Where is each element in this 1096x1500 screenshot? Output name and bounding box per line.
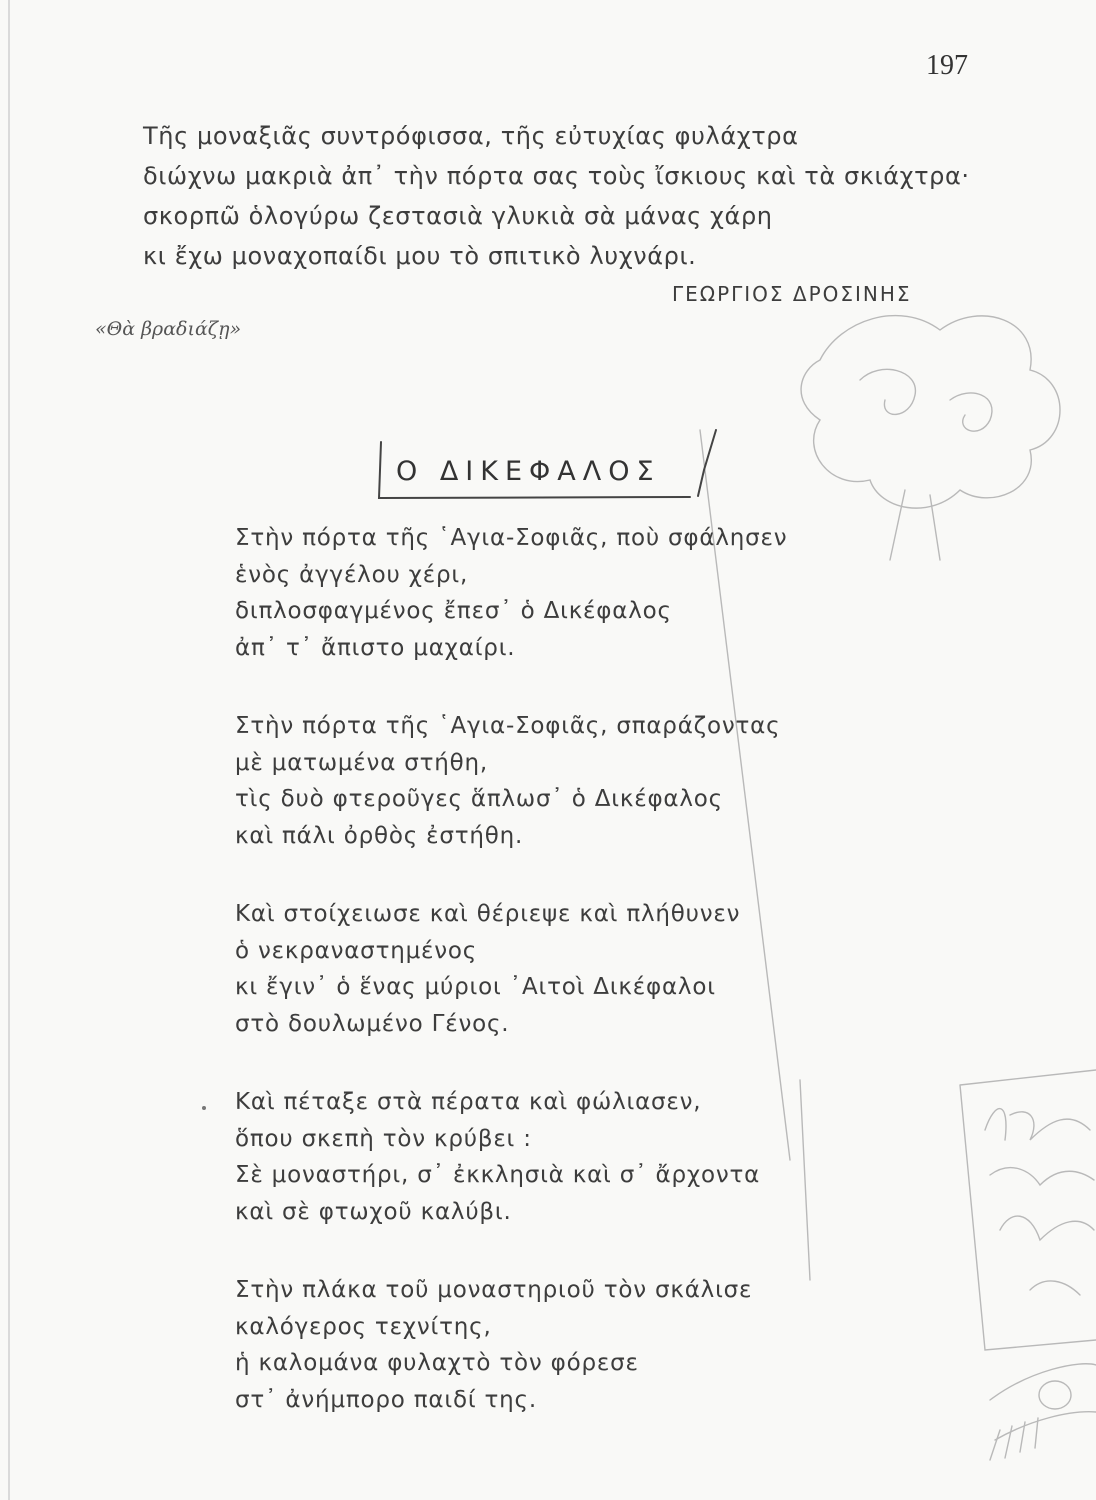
doodle-swirl bbox=[860, 369, 915, 414]
intro-line: σκορπῶ ὁλογύρω ζεστασιὰ γλυκιὰ σὰ μάνας χάρη bbox=[143, 202, 773, 230]
intro-stanza bbox=[143, 116, 983, 276]
poem-line: ὁ νεκραναστημένος bbox=[235, 937, 478, 964]
doodle-pupil bbox=[1039, 1381, 1071, 1409]
intro-line: Τῆς μοναξιᾶς συντρόφισσα, τῆς εὐτυχίας φυλάχτρα bbox=[143, 122, 799, 150]
doodle-eyelash bbox=[990, 1418, 1038, 1460]
poem-title: Ο ΔΙΚΕΦΑΛΟΣ bbox=[396, 456, 661, 487]
stanza-2 bbox=[235, 708, 935, 854]
doodle-eye bbox=[990, 1364, 1096, 1400]
intro-line: διώχνω μακριὰ ἀπ᾽ τὴν πόρτα σας τοὺς ἴσκιους καὶ τὰ σκιάχτρα· bbox=[143, 162, 970, 190]
doodle-box bbox=[960, 1070, 1096, 1350]
poem-line: Σὲ μοναστήρι, σ᾽ ἐκκλησιὰ καὶ σ᾽ ἄρχοντα bbox=[235, 1162, 761, 1188]
poem-line: τὶς δυὸ φτεροῦγες ἅπλωσ᾽ ὁ Δικέφαλος bbox=[235, 786, 723, 812]
poem-line: καὶ πάλι ὀρθὸς ἐστήθη. bbox=[235, 822, 524, 849]
author-signature: ΓΕΩΡΓΙΟΣ ΔΡΟΣΙΝΗΣ bbox=[672, 282, 912, 306]
poem-line: στ᾽ ἀνήμπορο παιδί της. bbox=[235, 1386, 537, 1413]
poem-line: καὶ σὲ φτωχοῦ καλύβι. bbox=[235, 1198, 512, 1225]
page-edge bbox=[8, 0, 10, 1500]
stanza-5 bbox=[235, 1272, 935, 1418]
doodle-handwriting bbox=[1000, 1216, 1094, 1240]
doodle-cloud bbox=[801, 316, 1060, 509]
poem-line: ἀπ᾽ τ᾽ ἄπιστο μαχαίρι. bbox=[235, 634, 516, 661]
source-title: «Θὰ βραδιάζῃ» bbox=[95, 318, 242, 340]
poem-line: στὸ δουλωμένο Γένος. bbox=[235, 1010, 510, 1037]
poem-line: Στὴν πόρτα τῆς ῾Αγια-Σοφιᾶς, ποὺ σφάλησεν bbox=[235, 525, 788, 551]
poem-line: ὅπου σκεπὴ τὸν κρύβει : bbox=[235, 1125, 532, 1152]
doodle-eye bbox=[995, 1412, 1096, 1440]
stanza-4 bbox=[235, 1084, 935, 1230]
poem-line: Στὴν πόρτα τῆς ῾Αγια-Σοφιᾶς, σπαράζοντας bbox=[235, 713, 781, 739]
page-number: 197 bbox=[926, 50, 968, 81]
poem-line: Καὶ στοίχειωσε καὶ θέριεψε καὶ πλήθυνεν bbox=[235, 901, 741, 927]
doodle-handwriting bbox=[985, 1109, 1090, 1140]
poem-line: κι ἔγιν᾽ ὁ ἕνας μύριοι ᾽Αιτοὶ Δικέφαλοι bbox=[235, 974, 716, 1000]
doodle-swirl bbox=[950, 393, 992, 431]
poem-line: ἑνὸς ἀγγέλου χέρι, bbox=[235, 561, 469, 588]
poem-line: καλόγερος τεχνίτης, bbox=[235, 1313, 492, 1340]
poem-line: μὲ ματωμένα στήθη, bbox=[235, 749, 489, 776]
poem-line: ἡ καλομάνα φυλαχτὸ τὸν φόρεσε bbox=[235, 1350, 639, 1376]
stanza-1 bbox=[235, 520, 935, 666]
poem-body bbox=[235, 520, 935, 1460]
stray-dot bbox=[202, 1106, 206, 1110]
poem-line: Στὴν πλάκα τοῦ μοναστηριοῦ τὸν σκάλισε bbox=[235, 1277, 753, 1303]
poem-line: Καὶ πέταξε στὰ πέρατα καὶ φώλιασεν, bbox=[235, 1089, 702, 1115]
poem-title-box bbox=[374, 440, 714, 500]
intro-line: κι ἔχω μοναχοπαίδι μου τὸ σπιτικὸ λυχνάρι. bbox=[143, 242, 697, 270]
poem-line: διπλοσφαγμένος ἔπεσ᾽ ὁ Δικέφαλος bbox=[235, 598, 672, 624]
stanza-3 bbox=[235, 896, 935, 1042]
doodle-handwriting bbox=[990, 1168, 1094, 1185]
doodle-handwriting bbox=[1030, 1281, 1080, 1295]
